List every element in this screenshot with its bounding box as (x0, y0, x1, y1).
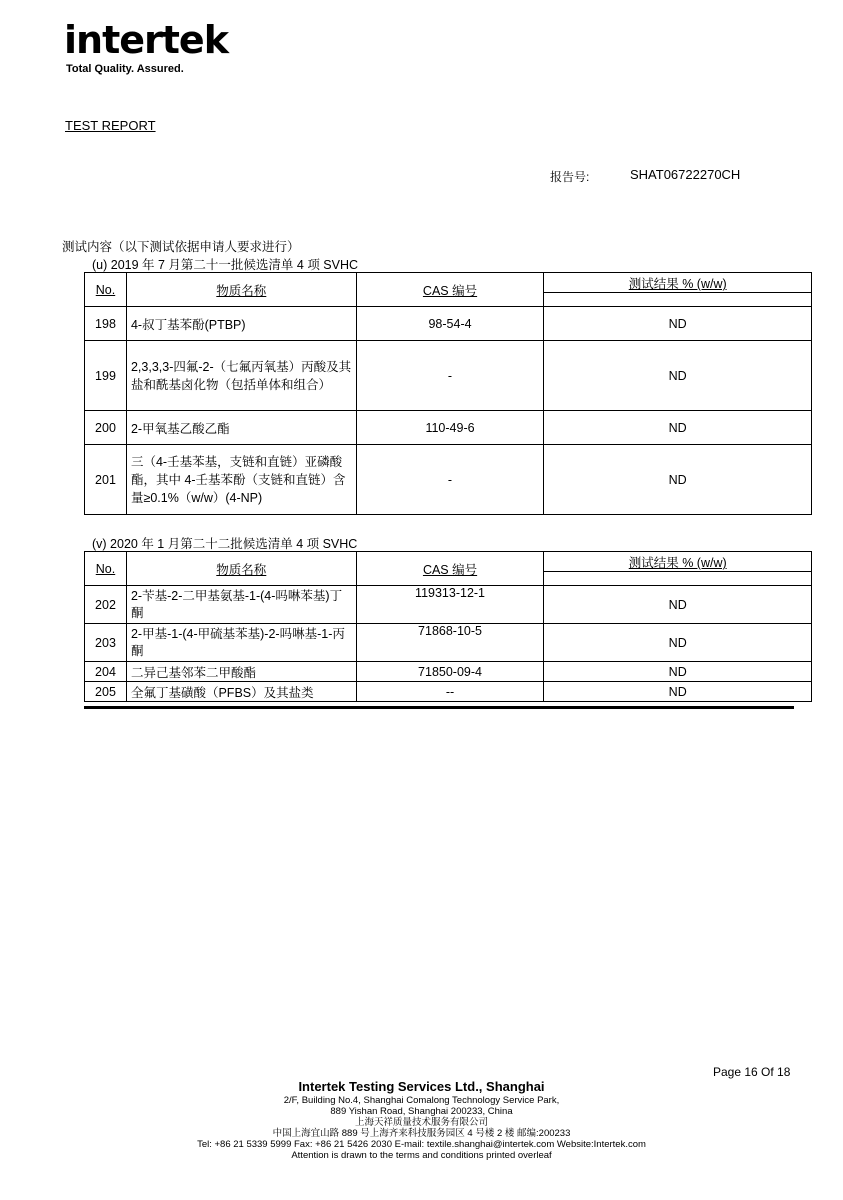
row-substance: 2-甲基-1-(4-甲硫基苯基)-2-吗啉基-1-丙酮 (126, 624, 356, 662)
col-no-header: No. (95, 561, 116, 576)
row-no: 200 (85, 411, 127, 445)
row-cas: 71868-10-5 (356, 624, 544, 662)
section-u-table (84, 272, 812, 515)
col-name-header: 物质名称 (216, 562, 267, 577)
row-result: ND (544, 445, 812, 515)
table-row (85, 307, 812, 341)
row-substance: 2-甲氧基乙酸乙酯 (126, 411, 356, 445)
row-no: 203 (85, 624, 127, 662)
row-cas: - (356, 341, 544, 411)
table-end-rule (84, 706, 794, 709)
logo-tagline: Total Quality. Assured. (66, 63, 184, 75)
section-u-title: (u) 2019 年 7 月第二十一批候选清单 4 项 SVHC (92, 258, 359, 272)
section-v-table (84, 551, 812, 702)
footer-company: Intertek Testing Services Ltd., Shanghai (298, 1079, 545, 1094)
footer-address (0, 1095, 843, 1161)
table-row (85, 341, 812, 411)
row-result: ND (544, 341, 812, 411)
section-v-title: (v) 2020 年 1 月第二十二批候选清单 4 项 SVHC (92, 537, 358, 551)
page-number: Page 16 Of 18 (713, 1065, 791, 1079)
col-name-header: 物质名称 (216, 283, 267, 298)
row-result: ND (544, 586, 812, 624)
row-substance: 三（4-壬基苯基，支链和直链）亚磷酸酯，其中 4-壬基苯酚（支链和直链）含量≥0.1%（w/w）(4-NP) (126, 445, 356, 515)
table-row (85, 586, 812, 624)
row-no: 201 (85, 445, 127, 515)
table-header-row (85, 552, 812, 586)
row-no: 198 (85, 307, 127, 341)
row-result: ND (544, 662, 812, 682)
table-header-row (85, 273, 812, 307)
footer-company-cn: 上海天祥质量技术服务有限公司 (354, 1117, 488, 1128)
footer-contact: Tel: +86 21 5339 5999 Fax: +86 21 5426 2030 E-mail: textile.shanghai@intertek.com Website:Intertek.com (197, 1139, 646, 1150)
row-result: ND (544, 624, 812, 662)
table-row (85, 624, 812, 662)
col-result-header: 测试结果 % (w/w) (628, 277, 727, 291)
row-result: ND (544, 411, 812, 445)
footer-address-en-1: 2/F, Building No.4, Shanghai Comalong Technology Service Park, (283, 1095, 560, 1106)
row-cas: 71850-09-4 (356, 662, 544, 682)
intertek-logo: intertek (64, 18, 228, 62)
row-substance: 2-苄基-2-二甲基氨基-1-(4-吗啉苯基)丁酮 (126, 586, 356, 624)
row-cas: 110-49-6 (356, 411, 544, 445)
report-number: SHAT06722270CH (630, 167, 741, 182)
row-result: ND (544, 307, 812, 341)
row-cas: - (356, 445, 544, 515)
table-row (85, 662, 812, 682)
col-cas-header: CAS 编号 (422, 283, 478, 298)
report-number-label: 报告号: (550, 170, 590, 184)
row-no: 205 (85, 682, 127, 702)
row-result: ND (544, 682, 812, 702)
test-content-intro: 测试内容（以下测试依据申请人要求进行） (62, 240, 300, 254)
col-result-header: 测试结果 % (w/w) (628, 556, 727, 570)
row-substance: 2,3,3,3-四氟-2-（七氟丙氧基）丙酸及其盐和酰基卤化物（包括单体和组合） (126, 341, 356, 411)
row-no: 204 (85, 662, 127, 682)
row-substance: 全氟丁基磺酸（PFBS）及其盐类 (126, 682, 356, 702)
report-title: TEST REPORT (65, 118, 156, 133)
footer-notice: Attention is drawn to the terms and conditions printed overleaf (291, 1150, 552, 1161)
row-cas: 98-54-4 (356, 307, 544, 341)
col-no-header: No. (95, 282, 116, 297)
row-no: 202 (85, 586, 127, 624)
table-row (85, 411, 812, 445)
table-row (85, 682, 812, 702)
footer-address-cn: 中国上海宜山路 889 号上海齐来科技服务园区 4 号楼 2 楼 邮编:200233 (272, 1128, 571, 1139)
row-substance: 4-叔丁基苯酚(PTBP) (126, 307, 356, 341)
table-row (85, 445, 812, 515)
col-cas-header: CAS 编号 (422, 562, 478, 577)
row-no: 199 (85, 341, 127, 411)
footer-address-en-2: 889 Yishan Road, Shanghai 200233, China (330, 1106, 513, 1117)
row-cas: -- (356, 682, 544, 702)
row-substance: 二异己基邻苯二甲酸酯 (126, 662, 356, 682)
row-cas: 119313-12-1 (356, 586, 544, 624)
